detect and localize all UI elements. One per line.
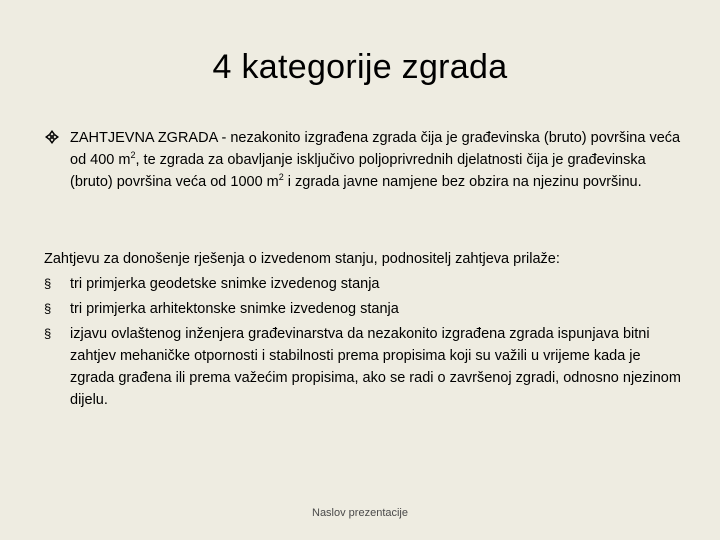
main-bullet-text-2: , te zgrada za obavljanje isključivo poljoprivrednih djelatnosti čija je građevinska (bruto) površina veća od 1000 m	[70, 152, 646, 190]
list-item	[44, 323, 684, 411]
main-bullet-text	[70, 127, 684, 193]
list-item-text: tri primjerka geodetske snimke izvedenog stanja	[70, 276, 380, 292]
list-item-text: tri primjerka arhitektonske snimke izvedenog stanja	[70, 301, 399, 317]
attachment-list	[44, 273, 684, 414]
diamond-bullet-icon	[44, 129, 60, 145]
main-bullet	[44, 127, 684, 193]
main-bullet-text-1: - nezakonito izgrađena zgrada čija je građevinska (bruto) površina veća od 400 m	[70, 130, 681, 168]
superscript-1: 2	[130, 150, 136, 161]
section-bullet-icon: §	[44, 276, 52, 291]
slide-title: 4 kategorije zgrada	[212, 48, 508, 86]
footer-text: Naslov prezentacije	[312, 507, 408, 519]
list-item	[44, 298, 684, 320]
list-item-text: izjavu ovlaštenog inženjera građevinarstva da nezakonito izgrađena zgrada ispunjava bitni zahtjev mehaničke otpornosti i stabilnosti prema propisima koji su važili u vrijeme kada je zgrada građena ili prema važećim propisima, ako se radi o završenoj zgradi, odnosno njezinom dijelu.	[70, 326, 681, 408]
section-bullet-icon: §	[44, 326, 52, 341]
main-bullet-label: ZAHTJEVNA ZGRADA	[70, 130, 218, 146]
superscript-2: 2	[278, 172, 284, 183]
section-bullet-icon: §	[44, 301, 52, 316]
list-item	[44, 273, 684, 295]
intro-text: Zahtjevu za donošenje rješenja o izvedenom stanju, podnositelj zahtjeva prilaže:	[44, 251, 560, 267]
main-bullet-text-3: i zgrada javne namjene bez obzira na njezinu površinu.	[283, 174, 642, 190]
